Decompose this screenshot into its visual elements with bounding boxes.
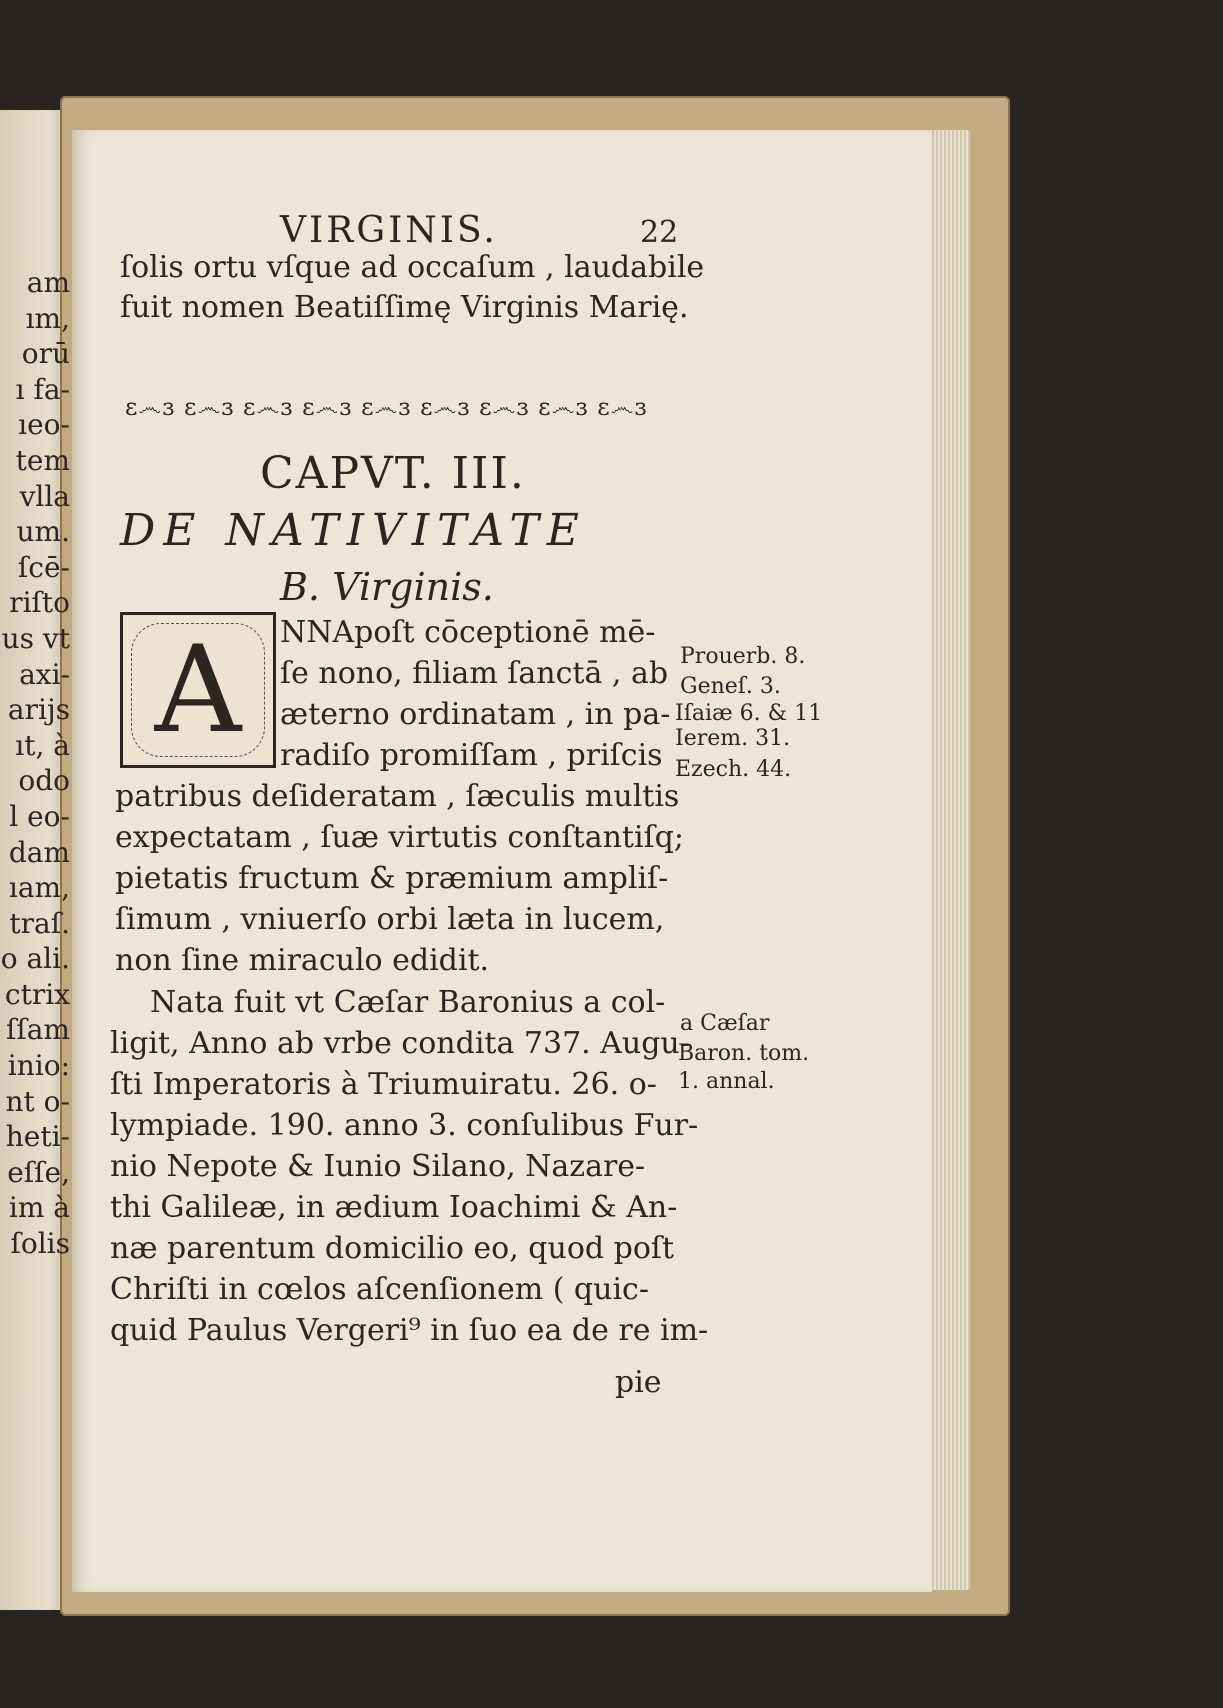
paragraph-line: expectatam , ſuæ virtutis conſtantiſq; <box>115 820 684 855</box>
left-fragment-line: arijs <box>7 693 70 727</box>
page-block-edge <box>930 130 970 1590</box>
left-fragment-line: odo <box>18 764 70 798</box>
left-page-text <box>0 265 70 1262</box>
paragraph-line: Nata fuit vt Cæſar Baronius a col- <box>150 985 666 1020</box>
side-note: Geneſ. 3. <box>680 674 781 699</box>
side-note: Ierem. 31. <box>675 726 791 751</box>
left-fragment-line: o ali. <box>0 942 70 976</box>
intro-line: ſolis ortu vſque ad occaſum , laudabile <box>120 250 705 285</box>
left-fragment-line: orū <box>21 337 70 371</box>
left-fragment-line: tem <box>15 443 70 477</box>
side-note: Ezech. 44. <box>675 757 792 782</box>
left-fragment-line: am <box>26 266 70 299</box>
chapter-heading: CAPVT. III. <box>260 448 526 499</box>
left-fragment-line: ſſam <box>6 1013 70 1047</box>
left-fragment-line: traſ. <box>9 906 70 940</box>
left-fragment-line: ıt, à <box>15 728 70 762</box>
left-fragment-line: dam <box>8 835 70 869</box>
side-note: Baron. tom. <box>678 1041 810 1066</box>
left-fragment-line: vlla <box>19 479 70 513</box>
left-fragment-line: axi- <box>19 657 70 691</box>
side-note: Iſaiæ 6. & 11 <box>675 701 823 726</box>
left-fragment-line: nt o- <box>5 1084 70 1118</box>
paragraph-line: ſimum , vniuerſo orbi læta in lucem, <box>115 902 665 937</box>
left-fragment-line: eſſe, <box>7 1155 70 1189</box>
chapter-title-line2: B. Virginis. <box>280 565 494 609</box>
left-fragment-line: inio: <box>7 1049 70 1083</box>
left-fragment-line: ıeo- <box>18 408 70 442</box>
paragraph-line: Chriſti in cœlos aſcenſionem ( quic- <box>110 1272 649 1307</box>
left-fragment-line: ſcē- <box>17 550 70 584</box>
paragraph-line: NNApoſt cōceptionē mē- <box>280 615 656 650</box>
paragraph-line: ligit, Anno ab vrbe condita 737. Augu- <box>110 1026 690 1061</box>
chapter-title: DE NATIVITATE <box>120 505 587 556</box>
left-fragment-line: heti- <box>5 1120 70 1154</box>
left-fragment-line: ı fa- <box>15 372 70 406</box>
paragraph-line: patribus deſideratam , ſæculis multis <box>115 779 680 814</box>
paragraph-line: pietatis fructum & præmium ampliſ- <box>115 861 669 896</box>
side-note: Prouerb. 8. <box>680 644 806 669</box>
left-fragment-line: ıam, <box>8 871 70 905</box>
intro-line: fuit nomen Beatiſſimę Virginis Marię. <box>120 290 689 325</box>
left-fragment-line: us vt <box>1 621 70 655</box>
left-fragment-line: ım, <box>25 301 70 335</box>
left-fragment-line: ſolis <box>10 1227 70 1261</box>
left-fragment-line: l eo- <box>9 799 70 833</box>
left-fragment-line: ctrix <box>4 977 70 1011</box>
side-note: 1. annal. <box>678 1069 775 1094</box>
paragraph-line: næ parentum domicilio eo, quod poſt <box>110 1231 675 1266</box>
page-number: 22 <box>640 215 679 250</box>
catchword: pie <box>615 1365 662 1400</box>
paragraph-line: nio Nepote & Iunio Silano, Nazare- <box>110 1149 646 1184</box>
paragraph-line: ſe nono, filiam ſanctā , ab <box>280 656 669 691</box>
paragraph-line: æterno ordinatam , in pa- <box>280 697 671 732</box>
ornament-band: ɛ෴ɜ ɛ෴ɜ ɛ෴ɜ ɛ෴ɜ ɛ෴ɜ ɛ෴ɜ ɛ෴ɜ ɛ෴ɜ ɛ෴ɜ <box>125 393 648 421</box>
side-note: a Cæſar <box>680 1011 770 1036</box>
paragraph-line: ſti Imperatoris à Triumuiratu. 26. o- <box>110 1067 657 1102</box>
left-fragment-line: um. <box>16 515 70 549</box>
paragraph-line: thi Galileæ, in ædium Ioachimi & An- <box>110 1190 678 1225</box>
left-fragment-line: im à <box>8 1191 70 1225</box>
paragraph-line: non ſine miraculo edidit. <box>115 943 490 978</box>
running-title: VIRGINIS. <box>280 210 498 251</box>
paragraph-line: quid Paulus Vergeri⁹ in ſuo ea de re im- <box>110 1313 709 1348</box>
paragraph-line: radiſo promiſſam , priſcis <box>280 738 663 773</box>
paragraph-line: lympiade. 190. anno 3. conſulibus Fur- <box>110 1108 699 1143</box>
drop-cap: A <box>120 612 276 768</box>
left-fragment-line: riſto <box>9 586 70 620</box>
